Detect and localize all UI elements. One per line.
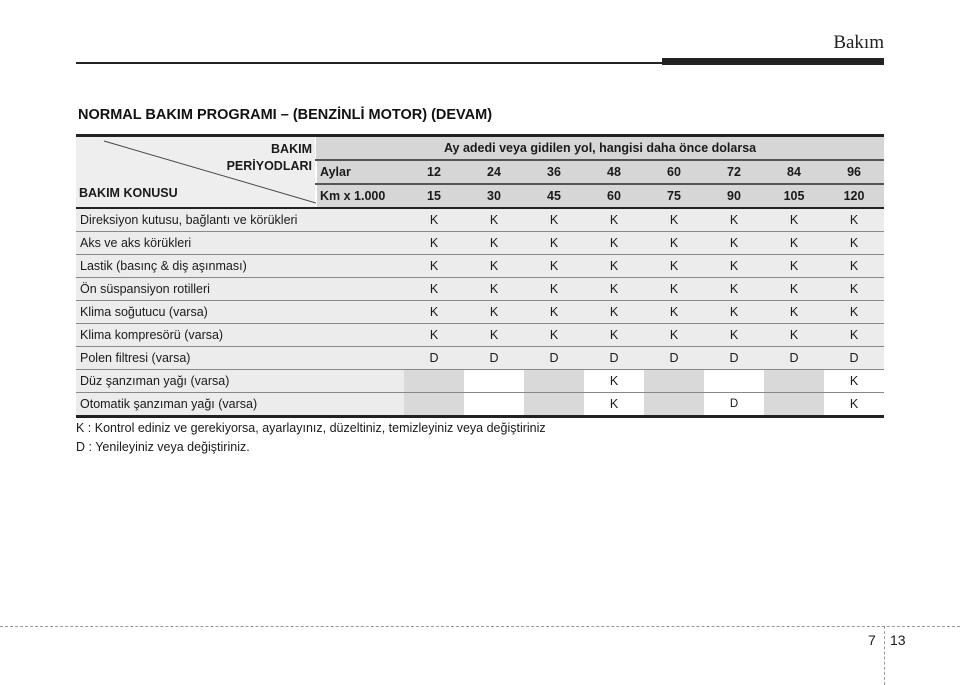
row-value-cell: K (524, 301, 584, 324)
table-row (76, 370, 884, 393)
row-value-cell: K (824, 301, 884, 324)
table-row (76, 324, 884, 347)
row-value-cell: K (464, 278, 524, 301)
page-title: NORMAL BAKIM PROGRAMI – (BENZİNLİ MOTOR) (DEVAM) (78, 107, 493, 123)
table-row (76, 301, 884, 324)
row-value-cell: K (584, 278, 644, 301)
km-label: Km x 1.000 (316, 184, 404, 208)
row-value-cell: K (584, 301, 644, 324)
page-number: 13 (890, 632, 906, 648)
row-item-name: Klima kompresörü (varsa) (76, 324, 404, 347)
row-value-cell: K (704, 324, 764, 347)
row-value-cell: K (824, 393, 884, 417)
km-cell: 75 (644, 184, 704, 208)
row-value-cell: D (464, 347, 524, 370)
row-value-cell: K (824, 255, 884, 278)
span-header: Ay adedi veya gidilen yol, hangisi daha önce dolarsa (316, 136, 884, 161)
row-value-cell (644, 393, 704, 417)
corner-label-line1: BAKIM (271, 142, 312, 156)
months-cell: 84 (764, 160, 824, 184)
months-cell: 36 (524, 160, 584, 184)
row-value-cell: D (524, 347, 584, 370)
row-value-cell: K (524, 232, 584, 255)
row-value-cell: D (404, 347, 464, 370)
table-row (76, 208, 884, 232)
row-value-cell (404, 370, 464, 393)
row-value-cell: K (644, 301, 704, 324)
row-value-cell: K (764, 301, 824, 324)
chapter-number: 7 (868, 632, 876, 648)
corner-subject-label: BAKIM KONUSU (79, 186, 178, 200)
row-value-cell: K (404, 232, 464, 255)
maintenance-table (76, 134, 884, 418)
table-corner-cell (76, 136, 316, 209)
row-item-name: Klima soğutucu (varsa) (76, 301, 404, 324)
row-value-cell: K (404, 301, 464, 324)
table-row (76, 232, 884, 255)
row-value-cell (524, 370, 584, 393)
legend-k: K : Kontrol ediniz ve gerekiyorsa, ayarlayınız, düzeltiniz, temizleyiniz veya değiştiriniz (76, 421, 546, 435)
row-value-cell: K (524, 324, 584, 347)
row-value-cell: K (704, 208, 764, 232)
row-value-cell: K (764, 232, 824, 255)
row-value-cell: K (824, 278, 884, 301)
legend-d: D : Yenileyiniz veya değiştiriniz. (76, 440, 250, 454)
row-value-cell: K (584, 208, 644, 232)
row-value-cell: K (824, 324, 884, 347)
row-value-cell: K (464, 324, 524, 347)
legend (76, 419, 546, 457)
months-cell: 12 (404, 160, 464, 184)
footer-rule (0, 626, 960, 627)
row-value-cell: K (464, 255, 524, 278)
row-value-cell: K (644, 255, 704, 278)
row-value-cell: K (764, 324, 824, 347)
row-item-name: Otomatik şanzıman yağı (varsa) (76, 393, 404, 417)
row-value-cell: K (704, 301, 764, 324)
row-value-cell: D (764, 347, 824, 370)
table-row (76, 393, 884, 417)
row-item-name: Direksiyon kutusu, bağlantı ve körükleri (76, 208, 404, 232)
row-value-cell: K (464, 301, 524, 324)
row-value-cell (404, 393, 464, 417)
row-value-cell: K (584, 370, 644, 393)
row-value-cell: K (824, 370, 884, 393)
row-value-cell: K (704, 278, 764, 301)
row-item-name: Aks ve aks körükleri (76, 232, 404, 255)
row-value-cell: K (404, 278, 464, 301)
row-value-cell (524, 393, 584, 417)
km-cell: 90 (704, 184, 764, 208)
row-value-cell: K (584, 393, 644, 417)
row-value-cell: K (404, 255, 464, 278)
row-value-cell: K (704, 255, 764, 278)
row-value-cell: K (464, 208, 524, 232)
row-value-cell: K (404, 324, 464, 347)
row-value-cell: K (584, 324, 644, 347)
km-cell: 15 (404, 184, 464, 208)
row-value-cell (464, 370, 524, 393)
row-value-cell: D (644, 347, 704, 370)
row-value-cell: K (764, 208, 824, 232)
footer-divider (884, 626, 885, 685)
months-cell: 60 (644, 160, 704, 184)
table-row (76, 347, 884, 370)
km-cell: 120 (824, 184, 884, 208)
row-value-cell: D (824, 347, 884, 370)
row-value-cell: K (644, 232, 704, 255)
row-value-cell: K (464, 232, 524, 255)
row-value-cell: K (584, 232, 644, 255)
km-cell: 60 (584, 184, 644, 208)
table-row (76, 255, 884, 278)
row-value-cell (704, 370, 764, 393)
row-value-cell: K (824, 232, 884, 255)
row-value-cell: D (704, 393, 764, 417)
row-value-cell: K (764, 255, 824, 278)
km-cell: 45 (524, 184, 584, 208)
row-value-cell (464, 393, 524, 417)
row-item-name: Düz şanzıman yağı (varsa) (76, 370, 404, 393)
row-value-cell: K (524, 255, 584, 278)
months-cell: 48 (584, 160, 644, 184)
row-value-cell (644, 370, 704, 393)
row-value-cell: K (584, 255, 644, 278)
row-item-name: Polen filtresi (varsa) (76, 347, 404, 370)
months-cell: 96 (824, 160, 884, 184)
row-value-cell: K (644, 208, 704, 232)
months-label: Aylar (316, 160, 404, 184)
row-value-cell: K (704, 232, 764, 255)
row-value-cell: K (764, 278, 824, 301)
corner-label-line2: PERİYODLARI (226, 159, 312, 173)
table-row (76, 278, 884, 301)
row-value-cell (764, 370, 824, 393)
section-header: Bakım (833, 32, 884, 53)
months-cell: 24 (464, 160, 524, 184)
row-value-cell: D (704, 347, 764, 370)
row-value-cell: K (524, 208, 584, 232)
row-value-cell: K (644, 324, 704, 347)
row-value-cell: K (824, 208, 884, 232)
row-value-cell: D (584, 347, 644, 370)
row-value-cell: K (644, 278, 704, 301)
row-item-name: Lastik (basınç & diş aşınması) (76, 255, 404, 278)
row-value-cell: K (524, 278, 584, 301)
km-cell: 105 (764, 184, 824, 208)
row-value-cell (764, 393, 824, 417)
header-bar (662, 58, 884, 65)
months-cell: 72 (704, 160, 764, 184)
row-item-name: Ön süspansiyon rotilleri (76, 278, 404, 301)
km-cell: 30 (464, 184, 524, 208)
corner-periods-label (227, 141, 312, 175)
row-value-cell: K (404, 208, 464, 232)
